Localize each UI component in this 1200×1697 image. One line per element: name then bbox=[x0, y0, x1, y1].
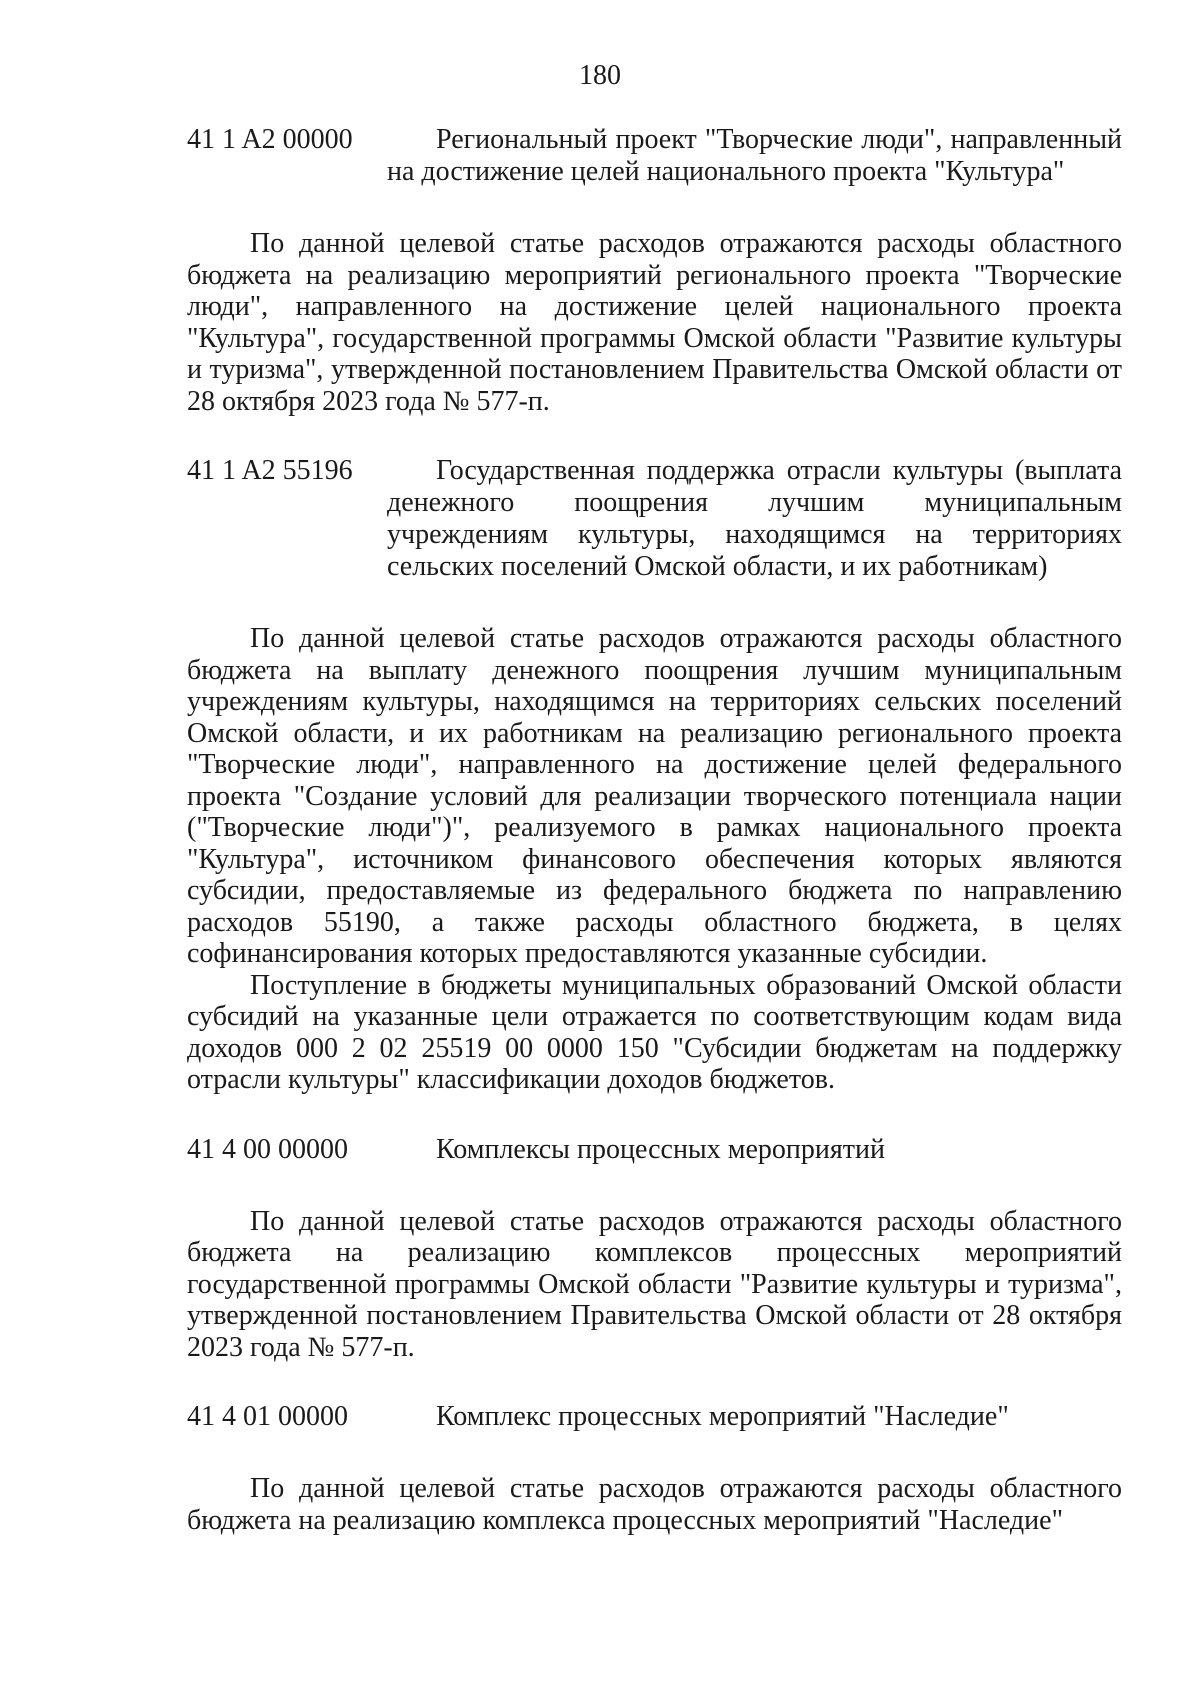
budget-code-title: Государственная поддержка отрасли культуры (выплата денежного поощрения лучшим муниципальным учреждениям культуры, находящимся на территориях сельских поселений Омской области, и их работникам) bbox=[387, 455, 1122, 582]
budget-code-entry bbox=[187, 455, 1122, 583]
budget-code-title: Комплекс процессных мероприятий "Наследие" bbox=[436, 1401, 1009, 1432]
description-paragraph: По данной целевой статье расходов отражаются расходы областного бюджета на выплату денежного поощрения лучшим муниципальным учреждениям культуры, находящимся на территориях сельских поселений Омской области, и их работникам на реализацию регионального проекта "Творческие люди", направленного на достижение целей федерального проекта "Создание условий для реализации творческого потенциала нации ("Творческие люди")", реализуемого в рамках национального проекта "Культура", источником финансового обеспечения которых являются субсидии, предоставляемые из федерального бюджета по направлению расходов 55190, а также расходы областного бюджета, в целях софинансирования которых предоставляются указанные субсидии. bbox=[187, 623, 1122, 969]
budget-code: 41 4 01 00000 bbox=[187, 1401, 348, 1432]
budget-code: 41 4 00 00000 bbox=[187, 1133, 348, 1165]
budget-code: 41 1 A2 00000 bbox=[187, 124, 353, 155]
description-paragraph: По данной целевой статье расходов отражаются расходы областного бюджета на реализацию комплексов процессных мероприятий государственной программы Омской области "Развитие культуры и туризма", утвержденной постановлением Правительства Омской области от 28 октября 2023 года № 577-п. bbox=[187, 1205, 1122, 1363]
budget-code-entry bbox=[187, 1134, 1122, 1166]
description-paragraph: По данной целевой статье расходов отражаются расходы областного бюджета на реализацию комплекса процессных мероприятий "Наследие" bbox=[187, 1473, 1122, 1536]
budget-code-entry bbox=[187, 1401, 1122, 1433]
budget-code-entry bbox=[187, 124, 1122, 188]
budget-code-title: Комплексы процессных мероприятий bbox=[436, 1133, 885, 1165]
budget-code: 41 1 A2 55196 bbox=[187, 455, 353, 486]
description-paragraph: Поступление в бюджеты муниципальных образований Омской области субсидий на указанные цели отражается по соответствующим кодам вида доходов 000 2 02 25519 00 0000 150 "Субсидии бюджетам на поддержку отрасли культуры" классификации доходов бюджетов. bbox=[187, 969, 1122, 1095]
description-paragraph: По данной целевой статье расходов отражаются расходы областного бюджета на реализацию мероприятий регионального проекта "Творческие люди", направленного на достижение целей национального проекта "Культура", государственной программы Омской области "Развитие культуры и туризма", утвержденной постановлением Правительства Омской области от 28 октября 2023 года № 577-п. bbox=[187, 228, 1122, 417]
document-body bbox=[187, 124, 1122, 1536]
page-number: 180 bbox=[579, 60, 621, 91]
budget-code-title: Региональный проект "Творческие люди", направленный на достижение целей национального проекта "Культура" bbox=[387, 124, 1122, 187]
